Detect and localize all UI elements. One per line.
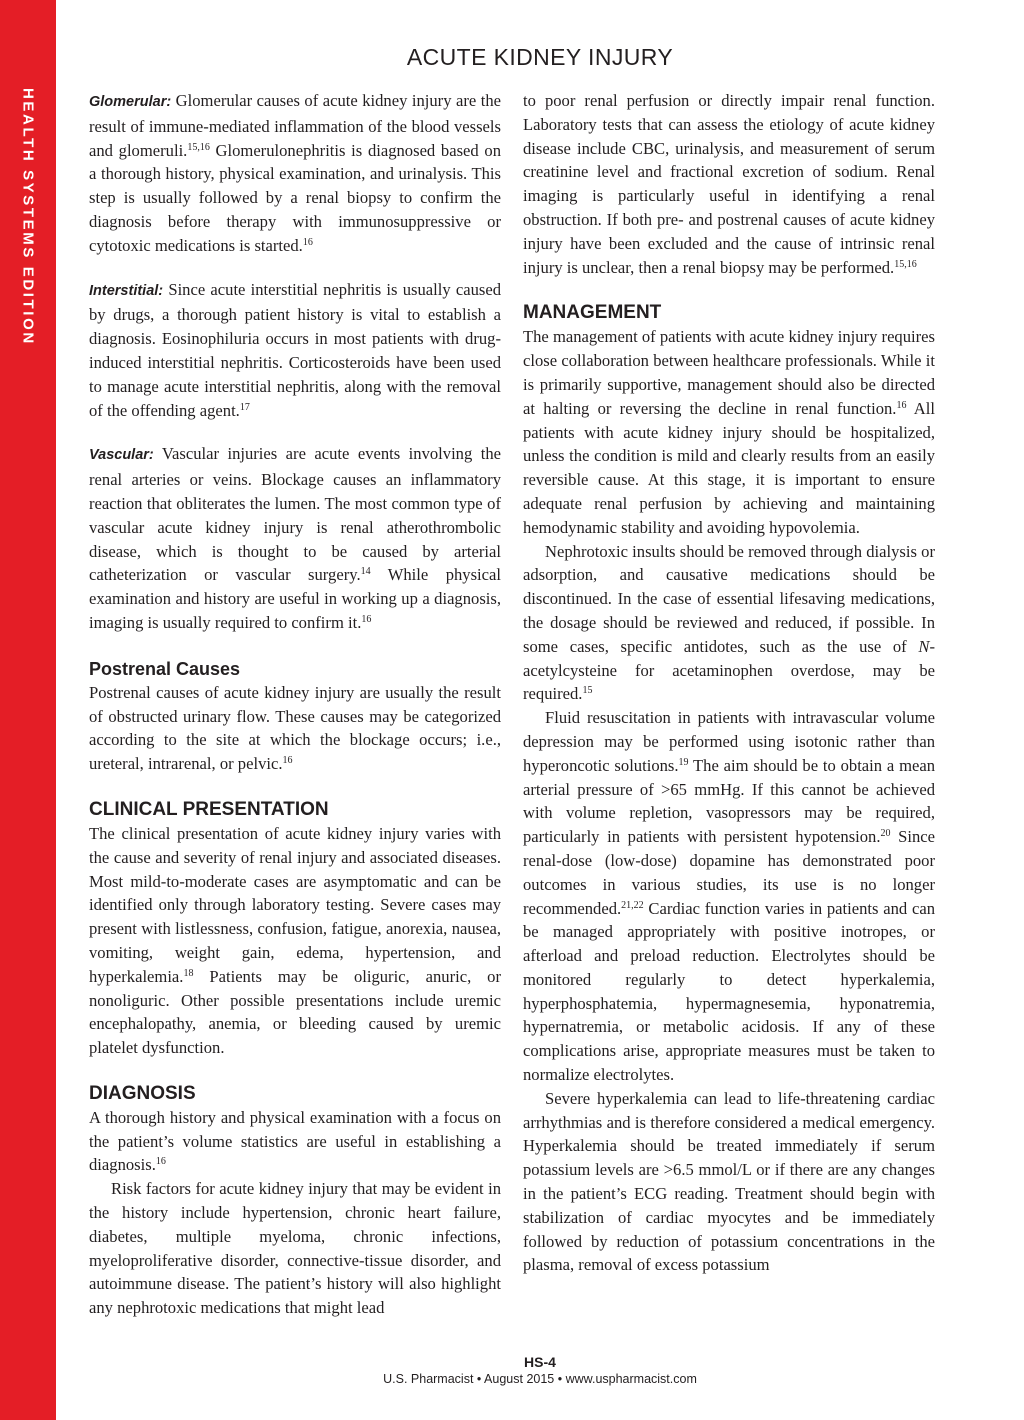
clinical-paragraph: The clinical presentation of acute kidney injury varies with the cause and severity of renal injury and associated diseases. Most mild-to-moderate cases are asymptomatic and can be identified only through laboratory testing. Severe cases may present with listlessness, confusion, fatigue, anorexia, nausea, vomiting, weight gain, edema, hypertension, and hyperkalemia.$^{18}$ Patients may be oliguric, anuric, or nonoliguric. Other possible presentations include uremic encephalopathy, anemia, or bleeding caused by uremic platelet dysfunction. xyxy=(89,823,501,1058)
running-head: ACUTE KIDNEY INJURY xyxy=(406,44,674,70)
citation: 21,22 xyxy=(621,899,644,911)
glomerular-label: Glomerular: xyxy=(89,94,172,110)
citation: 16 xyxy=(302,236,313,248)
citation: 15 xyxy=(582,685,593,697)
citation: 15,16 xyxy=(187,141,210,153)
clinical-presentation-heading: CLINICAL PRESENTATION xyxy=(89,798,329,820)
diagnosis-heading: DIAGNOSIS xyxy=(89,1082,196,1104)
citation: 19 xyxy=(678,756,689,768)
postrenal-paragraph: Postrenal causes of acute kidney injury are usually the result of obstructed urinary flow. These causes may be categorized according to the site at which the blockage occurs; i.e., ureteral, intrarenal, or pelvic.$^{16}$ xyxy=(89,682,501,774)
citation: 16 xyxy=(896,399,907,411)
management-paragraph-1: The management of patients with acute kidney injury requires close collaboration between healthcare professionals. While it is primarily supportive, management should also be directed at halting or reversing the decline in renal function.$^{16}$ All patients with acute kidney injury should be hospitalized, unless the condition is mild and clearly results from an easily reversible cause. At this stage, it is important to ensure adequate renal perfusion by achieving and maintaining hemodynamic stability and avoiding hypovolemia. xyxy=(523,327,936,537)
postrenal-heading: Postrenal Causes xyxy=(89,658,241,679)
citation: 18 xyxy=(183,967,194,979)
management-paragraph-4: Severe hyperkalemia can lead to life-threatening cardiac arrhythmias and is therefore considered a medical emergency. Hyperkalemia should be treated immediately if serum potassium levels are >6.5 mmol/L or if there are any changes in the patient’s ECG reading. Treatment should begin with stabilization of cardiac myocytes and be immediately followed by reduction of potassium concentrations in the plasma, removal of excess potassium xyxy=(523,1088,935,1275)
diagnosis-paragraph-2: Risk factors for acute kidney injury that may be evident in the history include hypertension, chronic heart failure, diabetes, multiple myeloma, chronic infections, myeloproliferative disorder, connective-tissue disorder, and autoimmune disease. The patient’s history will also highlight any nephrotoxic medications that might lead xyxy=(89,1179,501,1318)
vascular-label: Vascular: xyxy=(89,447,154,464)
citation: 16 xyxy=(361,613,372,625)
citation: 16 xyxy=(282,755,293,767)
glomerular-paragraph: Glomerular: Glomerular causes of acute kidney injury are the result of immune-mediated inflammation of the blood vessels and glomeruli.$^{15,16}$ Glomerulonephritis is diagnosed based on a thorough history, physical examination, and urinalysis. This step is usually followed by a renal biopsy to confirm the diagnosis before therapy with immunosuppressive or cytotoxic medications is started.$^{16}$ xyxy=(89,91,501,255)
edition-sidebar xyxy=(0,0,56,1420)
page-number: HS-4 xyxy=(524,1354,556,1370)
interstitial-label: Interstitial: xyxy=(89,282,164,299)
citation: 20 xyxy=(880,828,891,840)
interstitial-paragraph: Interstitial: Since acute interstitial nephritis is usually caused by drugs, a thorough patient history is vital to establish a diagnosis. Eosinophiluria occurs in most patients with drug-induced interstitial nephritis. Corticosteroids have been used to manage acute interstitial nephritis, along with the removal of the offending agent.$^{17}$ xyxy=(89,279,501,420)
management-paragraph-2: Nephrotoxic insults should be removed through dialysis or adsorption, and causative medications should be discontinued. In the case of essential lifesaving medications, the dosage should be reviewed and reduced, if possible. In some cases, specific antidotes, such as the use of N-acetylcysteine for acetaminophen overdose, may be required.$^{15}$ xyxy=(523,541,935,704)
vascular-paragraph: Vascular: Vascular injuries are acute events involving the renal arteries or veins. Blockage causes an inflammatory reaction that obliterates the lumen. The most common type of vascular acute kidney injury is renal atherothrombolic disease, which is thought to be caused by arterial catheterization or vascular surgery.$^{14}$ While physical examination and history are useful in working up a diagnosis, imaging is usually required to confirm it.$^{16}$ xyxy=(89,444,501,632)
citation: 14 xyxy=(360,566,371,578)
edition-label: HEALTH SYSTEMS EDITION xyxy=(19,88,37,346)
footer-credit: U.S. Pharmacist • August 2015 • www.uspharmacist.com xyxy=(383,1372,697,1386)
citation: 15,16 xyxy=(894,258,917,270)
left-column xyxy=(89,89,501,1320)
diagnosis-continued-paragraph: to poor renal perfusion or directly impair renal function. Laboratory tests that can assess the etiology of acute kidney disease include CBC, urinalysis, and measurement of serum creatinine level and fractional excretion of sodium. Renal imaging is particularly useful in identifying a renal obstruction. If both pre- and postrenal causes of acute kidney injury have been excluded and the cause of intrinsic renal injury is unclear, then a renal biopsy may be performed.$^{15,16}$ xyxy=(523,91,935,277)
management-paragraph-3: Fluid resuscitation in patients with intravascular volume depression may be performed using isotonic rather than hyperoncotic solutions.$^{19}$ The aim should be to obtain a mean arterial pressure of >65 mmHg. If this cannot be achieved with volume repletion, vasopressors may be required, particularly in patients with persistent hypotension.$^{20}$ Since renal-dose (low-dose) dopamine has demonstrated poor outcomes in various studies, its use is no longer recommended.$^{21,22}$ Cardiac function varies in patients and can be managed appropriately with positive inotropes, or afterload and preload reduction. Electrolytes should be monitored regularly to detect hyperkalemia, hyperphosphatemia, hypermagnesemia, hyponatremia, hypernatremia, or metabolic acidosis. If any of these complications arise, appropriate measures must be taken to normalize electrolytes. xyxy=(523,708,936,1085)
diagnosis-paragraph-1: A thorough history and physical examination with a focus on the patient’s volume statistics are useful in establishing a diagnosis.$^{16}$ xyxy=(89,1107,501,1175)
right-column xyxy=(523,89,935,1277)
management-heading: MANAGEMENT xyxy=(523,302,662,324)
citation: 16 xyxy=(155,1156,166,1168)
citation: 17 xyxy=(239,401,250,413)
